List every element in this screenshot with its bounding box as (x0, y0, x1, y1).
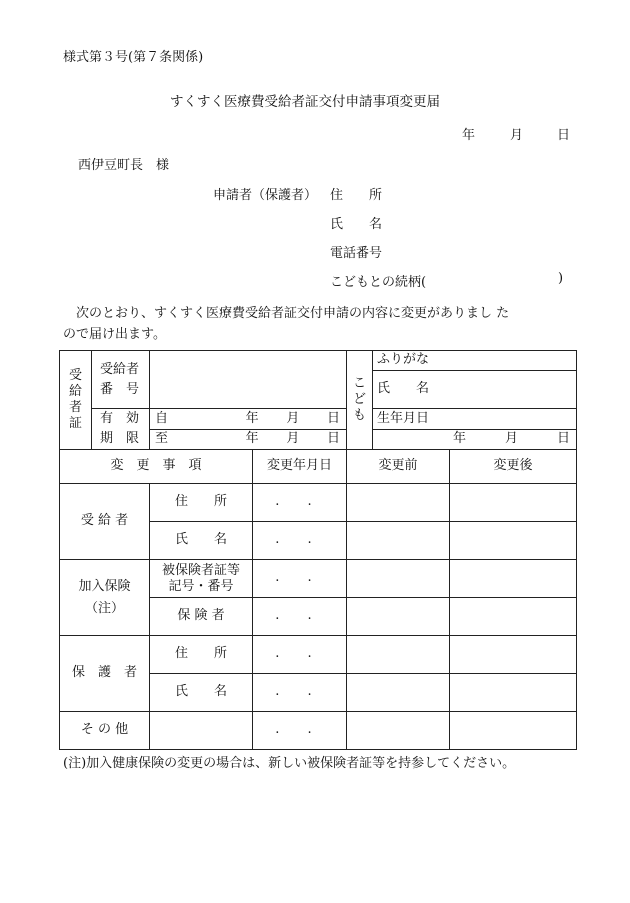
other-item-field[interactable] (150, 712, 253, 750)
insurer-label: 保 険 者 (150, 598, 253, 636)
form-title: すくすく医療費受給者証交付申請事項変更届 (170, 94, 440, 110)
recipient-cert-label: 受 給 者 証 (60, 351, 92, 450)
child-name-label: 氏 名 (373, 371, 577, 409)
child-label: こ ど も (347, 351, 373, 450)
guardian-category: 保 護 者 (60, 636, 150, 712)
recipient-number-field[interactable] (150, 351, 347, 409)
guardian-address-label: 住 所 (150, 636, 253, 674)
cert-number-label: 被保険者証等 記号・番号 (150, 560, 253, 598)
recipient-name-before[interactable] (347, 522, 450, 560)
guardian-address-date[interactable]: . . (253, 636, 347, 674)
header-before: 変更前 (347, 450, 450, 484)
other-date[interactable]: . . (253, 712, 347, 750)
recipient-address-before[interactable] (347, 484, 450, 522)
relation-close: ) (558, 271, 564, 286)
recipient-name-label: 氏 名 (150, 522, 253, 560)
applicant-label: 申請者（保護者） (213, 188, 318, 203)
guardian-address-before[interactable] (347, 636, 450, 674)
change-form-table (59, 350, 577, 750)
valid-to-row[interactable]: 至 年 月 日 (150, 429, 347, 450)
guardian-name-before[interactable] (347, 674, 450, 712)
recipient-address-label: 住 所 (150, 484, 253, 522)
recipient-name-date[interactable]: . . (253, 522, 347, 560)
insurer-before[interactable] (347, 598, 450, 636)
header-after: 変更後 (450, 450, 577, 484)
guardian-address-after[interactable] (450, 636, 577, 674)
header-change-item: 変 更 事 項 (60, 450, 253, 484)
recipient-name-after[interactable] (450, 522, 577, 560)
applicant-address-label: 住 所 (330, 188, 383, 203)
birth-date-field[interactable]: 年 月 日 (373, 429, 577, 450)
relation-label: こどもとの続柄( (330, 275, 427, 290)
valid-period-label: 有 効 期 限 (92, 409, 150, 450)
body-text-line1: 次のとおり、すくすく医療費受給者証交付申請の内容に変更がありまし た (63, 306, 510, 321)
applicant-name-label: 氏 名 (330, 217, 383, 232)
other-after[interactable] (450, 712, 577, 750)
form-number: 様式第３号(第７条関係) (63, 50, 204, 65)
recipient-address-date[interactable]: . . (253, 484, 347, 522)
other-before[interactable] (347, 712, 450, 750)
cert-number-date[interactable]: . . (253, 560, 347, 598)
recipient-category: 受 給 者 (60, 484, 150, 560)
guardian-name-label: 氏 名 (150, 674, 253, 712)
footnote: (注)加入健康保険の変更の場合は、新しい被保険者証等を持参してください。 (63, 756, 516, 771)
date-year-label: 年 (462, 128, 476, 143)
header-change-date: 変更年月日 (253, 450, 347, 484)
recipient-number-label: 受給者 番 号 (92, 351, 150, 409)
guardian-name-after[interactable] (450, 674, 577, 712)
addressee: 西伊豆町長 様 (78, 158, 170, 173)
recipient-address-after[interactable] (450, 484, 577, 522)
date-month-label: 月 (510, 128, 524, 143)
insurer-date[interactable]: . . (253, 598, 347, 636)
cert-number-before[interactable] (347, 560, 450, 598)
insurer-after[interactable] (450, 598, 577, 636)
body-text-line2: ので届け出ます。 (63, 327, 166, 342)
insurance-category: 加入保険 （注） (60, 560, 150, 636)
applicant-phone-label: 電話番号 (330, 246, 383, 261)
furigana-label: ふりがな (373, 351, 577, 371)
guardian-name-date[interactable]: . . (253, 674, 347, 712)
other-category: そ の 他 (60, 712, 150, 750)
birth-date-label: 生年月日 (373, 409, 577, 430)
date-day-label: 日 (557, 128, 571, 143)
valid-from-row[interactable]: 自 年 月 日 (150, 409, 347, 430)
cert-number-after[interactable] (450, 560, 577, 598)
